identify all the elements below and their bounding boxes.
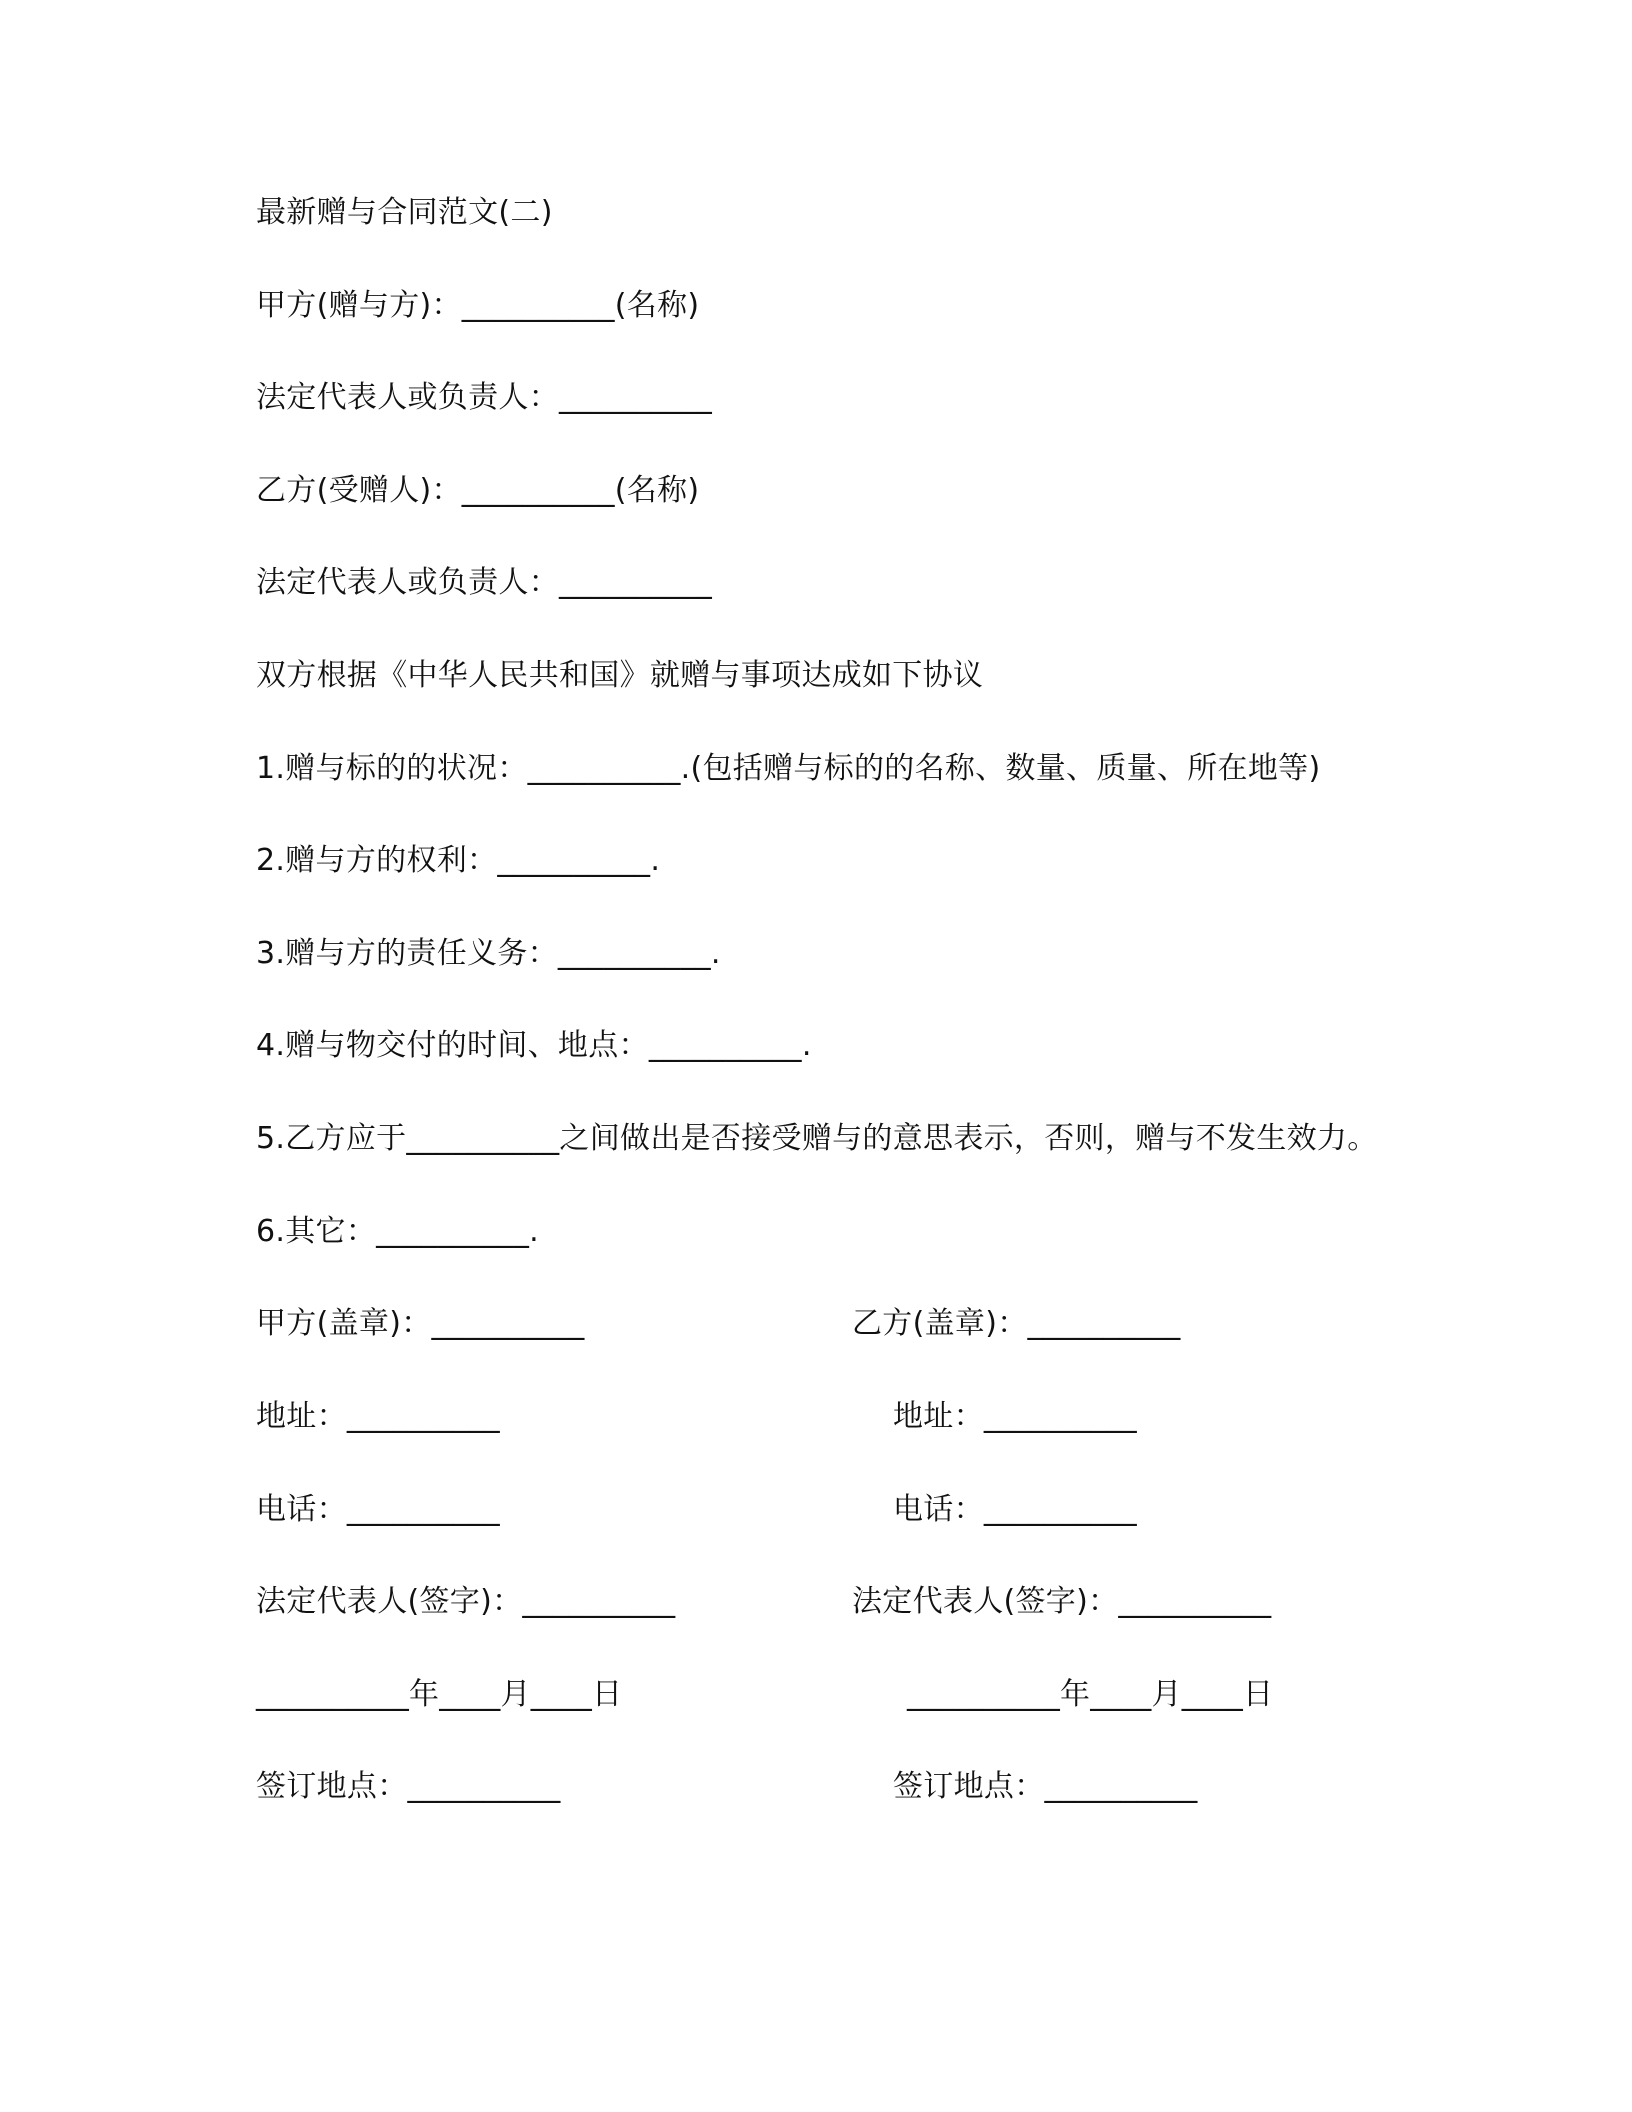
party-a-phone-line: 电话：__________ [256, 1492, 500, 1527]
agreement-intro: 双方根据《中华人民共和国》就赠与事项达成如下协议 [256, 658, 984, 693]
party-b-line: 乙方(受赠人)：__________(名称) [256, 473, 700, 508]
clause-5: 5.乙方应于__________之间做出是否接受赠与的意思表示，否则，赠与不发生效力。 [256, 1121, 1378, 1156]
party-b-address-line: 地址：__________ [893, 1399, 1137, 1434]
clause-3: 3.赠与方的责任义务：__________. [256, 936, 721, 971]
party-a-address-line: 地址：__________ [256, 1399, 500, 1434]
party-a-line: 甲方(赠与方)：__________(名称) [256, 288, 700, 323]
party-b-signing-place-line: 签订地点：__________ [893, 1769, 1198, 1804]
party-b-phone-line: 电话：__________ [893, 1492, 1137, 1527]
clause-2: 2.赠与方的权利：__________. [256, 843, 661, 878]
party-a-legal-rep-line: 法定代表人(签字)：__________ [256, 1584, 676, 1619]
party-b-representative-line: 法定代表人或负责人：__________ [256, 565, 712, 600]
party-b-legal-rep-line: 法定代表人(签字)：__________ [852, 1584, 1272, 1619]
clause-6: 6.其它：__________. [256, 1214, 539, 1249]
party-a-date-line: __________年____月____日 [256, 1677, 623, 1712]
document-title: 最新赠与合同范文(二) [256, 195, 553, 230]
party-b-date-line: __________年____月____日 [907, 1677, 1274, 1712]
clause-4: 4.赠与物交付的时间、地点：__________. [256, 1028, 812, 1063]
party-a-seal-line: 甲方(盖章)：__________ [256, 1306, 585, 1341]
party-a-signing-place-line: 签订地点：__________ [256, 1769, 561, 1804]
clause-1: 1.赠与标的的状况：__________.(包括赠与标的的名称、数量、质量、所在地等) [256, 751, 1321, 786]
party-b-seal-line: 乙方(盖章)：__________ [852, 1306, 1181, 1341]
party-a-representative-line: 法定代表人或负责人：__________ [256, 380, 712, 415]
